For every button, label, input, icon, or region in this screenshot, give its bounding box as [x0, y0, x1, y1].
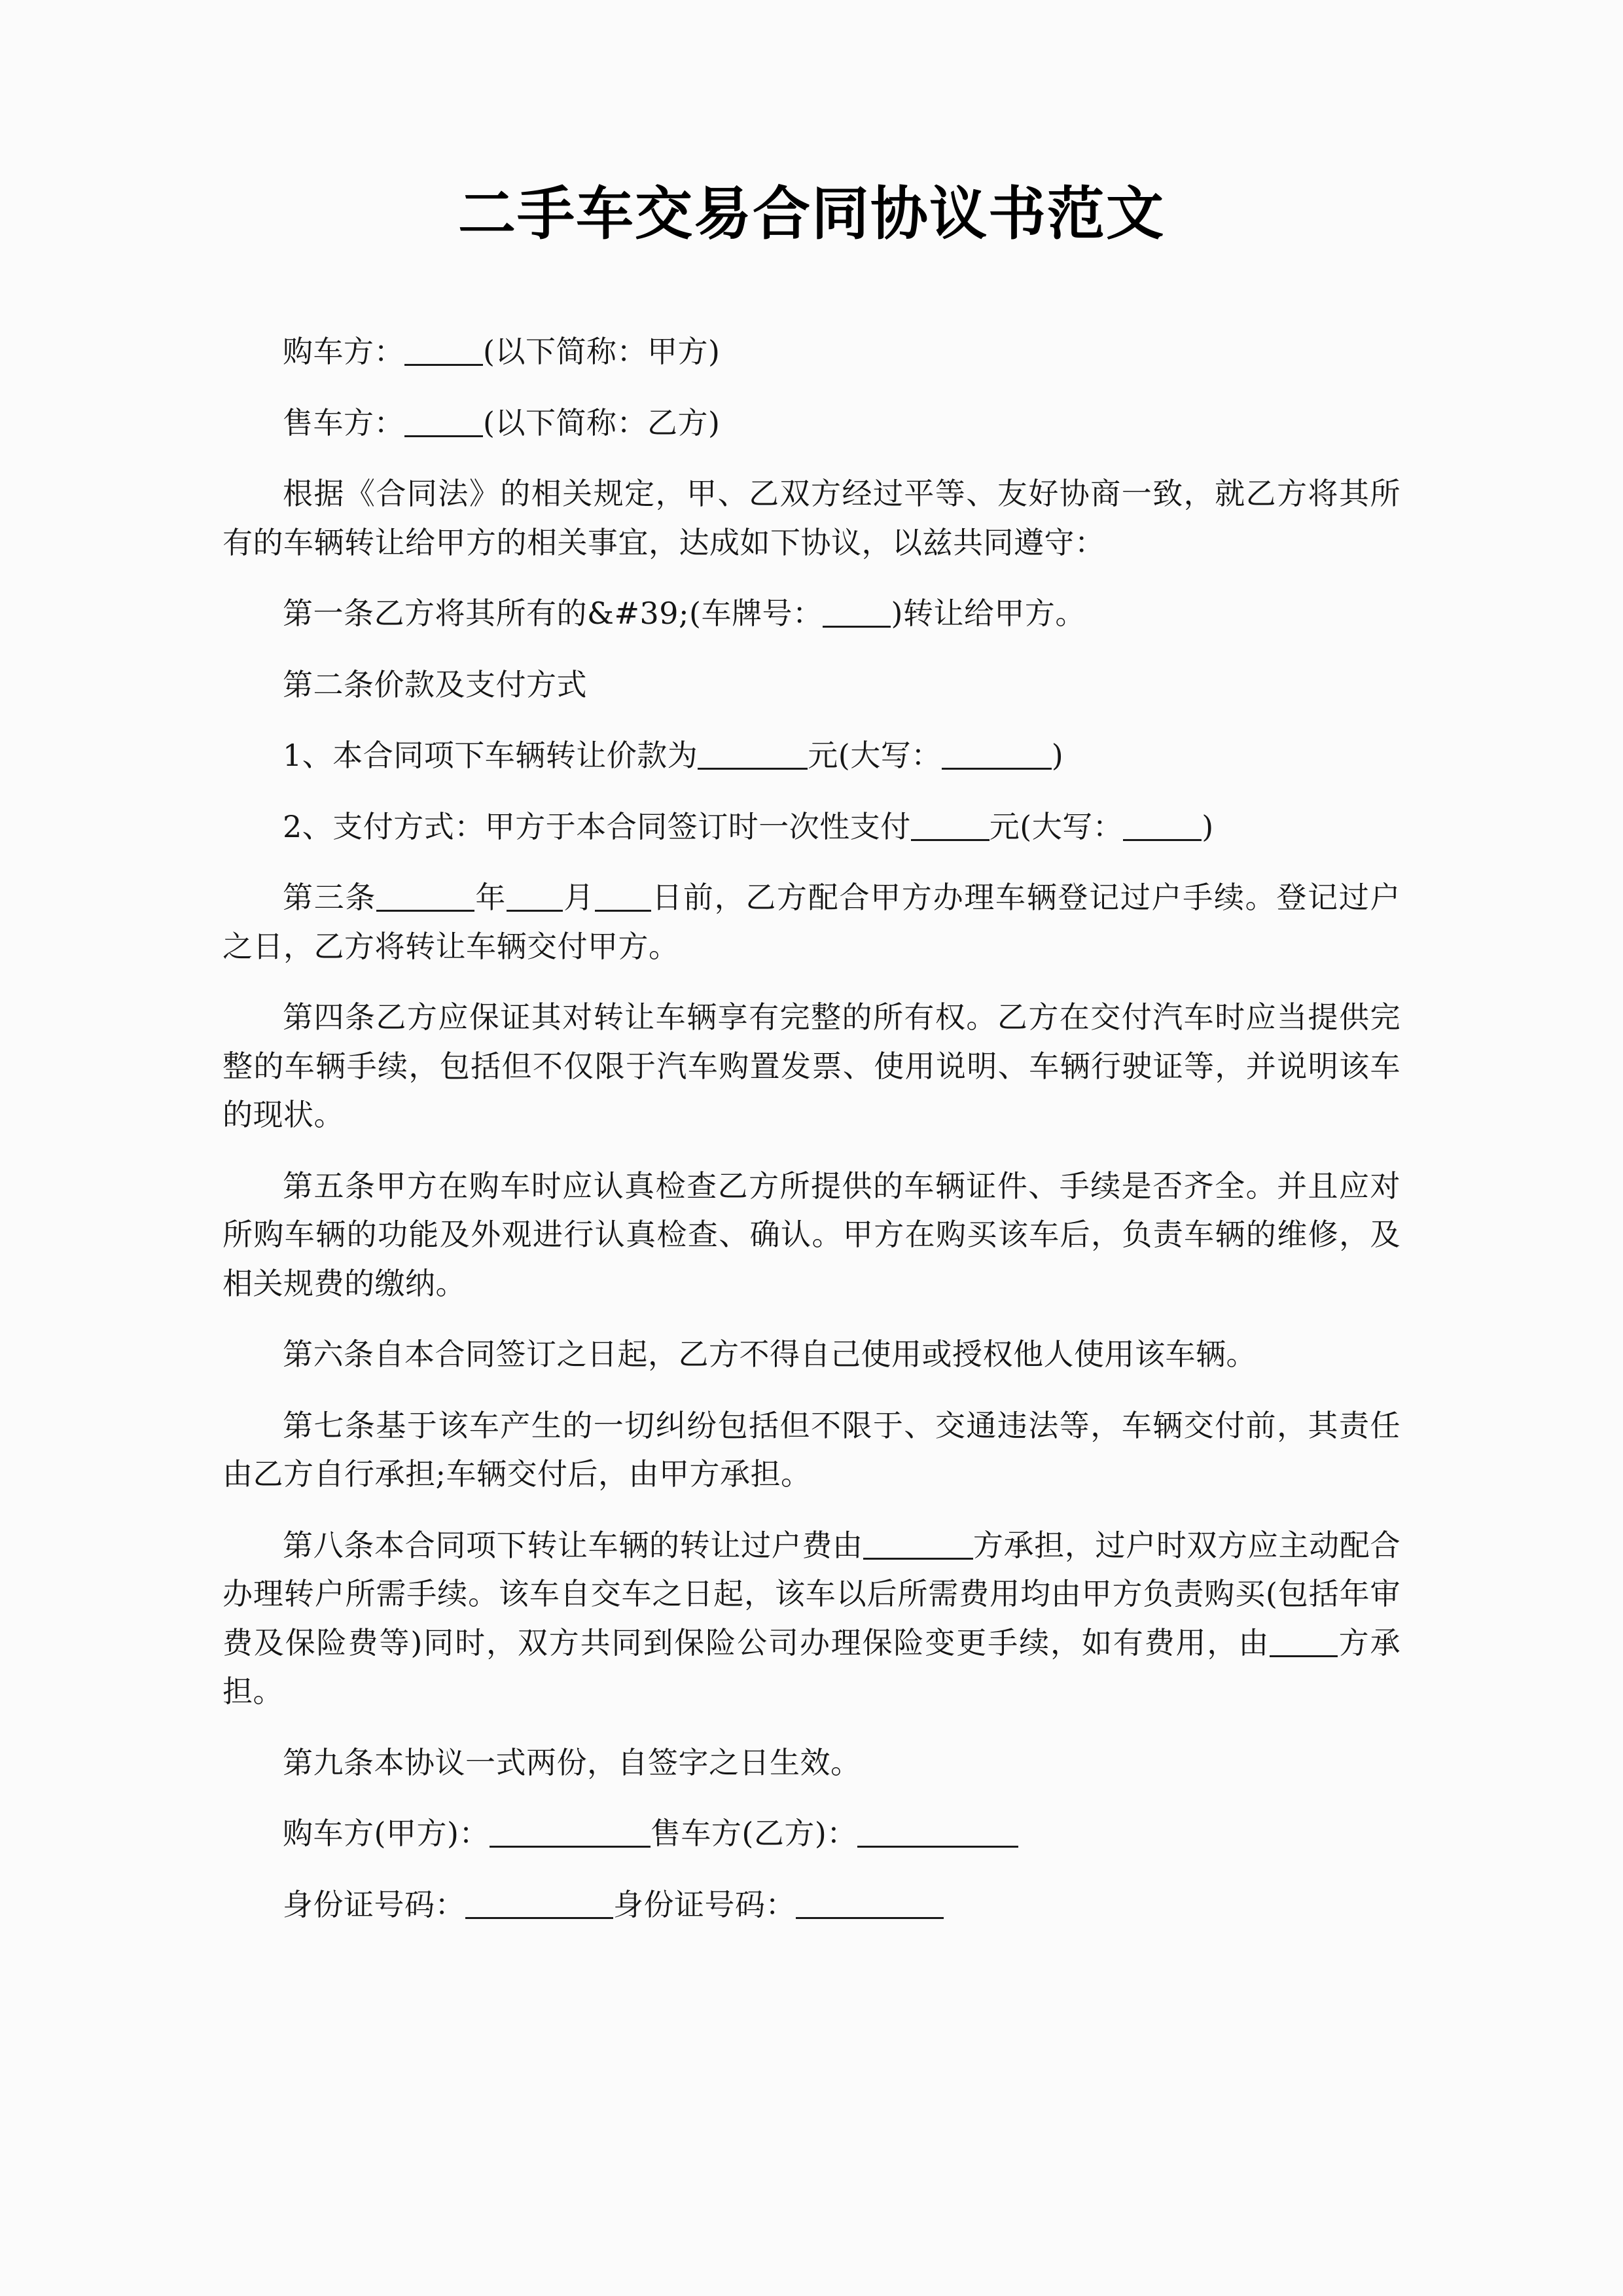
- article-4: 第四条乙方应保证其对转让车辆享有完整的所有权。乙方在交付汽车时应当提供完整的车辆手续，包括但不仅限于汽车购置发票、使用说明、车辆行驶证等，并说明该车的现状。: [223, 999, 1400, 1133]
- signature-buyer-blank[interactable]: [490, 1826, 651, 1848]
- buyer-party-alias: (以下简称：甲方): [483, 334, 721, 369]
- signature-seller-blank[interactable]: [857, 1826, 1018, 1848]
- article-3-rest: 日前，乙方配合甲方办理车辆登记过户手续。登记过户之日，乙方将转让车辆交付甲方。: [223, 880, 1401, 964]
- seller-party-line: [223, 399, 1400, 448]
- article-1: [223, 589, 1400, 638]
- seller-name-blank[interactable]: [404, 416, 483, 437]
- document-content: [223, 0, 1400, 1951]
- id-seller-label: 身份证号码：: [613, 1886, 796, 1922]
- signature-seller-label: 售车方(乙方)：: [650, 1816, 857, 1852]
- article-7: 第七条基于该车产生的一切纠纷包括但不限于、交通违法等，车辆交付前，其责任由乙方自行承担;车辆交付后，由甲方承担。: [223, 1407, 1400, 1492]
- clause-2-2-suffix: ): [1202, 808, 1214, 844]
- document-body: [223, 327, 1400, 1929]
- article-5: 第五条甲方在购车时应认真检查乙方所提供的车辆证件、手续是否齐全。并且应对所购车辆的功能及外观进行认真检查、确认。甲方在购买该车后，负责车辆的维修，及相关规费的缴纳。: [223, 1168, 1400, 1301]
- article-1-suffix: )转让给甲方。: [891, 596, 1086, 632]
- article-1-prefix: 第一条乙方将其所有的&#39;(车牌号：: [283, 596, 823, 632]
- clause-2-1: [223, 731, 1400, 780]
- transfer-day-blank[interactable]: [595, 890, 651, 912]
- transfer-price-words-blank[interactable]: [942, 748, 1052, 770]
- transfer-month-blank[interactable]: [507, 890, 563, 912]
- id-buyer-blank[interactable]: [465, 1897, 613, 1919]
- article-3-year-label: 年: [474, 880, 507, 916]
- id-number-row: [223, 1880, 1400, 1929]
- page-title: 二手车交易合同协议书范文: [457, 180, 1165, 247]
- transfer-fee-payer-blank[interactable]: [863, 1538, 973, 1560]
- article-6: 第六条自本合同签订之日起，乙方不得自己使用或授权他人使用该车辆。: [283, 1336, 1257, 1372]
- seller-party-label: 售车方：: [283, 404, 404, 440]
- buyer-party-line: [223, 327, 1400, 376]
- clause-2-1-prefix: 1、本合同项下车辆转让价款为: [283, 738, 698, 774]
- buyer-name-blank[interactable]: [404, 344, 483, 366]
- clause-2-2-prefix: 2、支付方式：甲方于本合同签订时一次性支付: [283, 808, 911, 844]
- article-8-part1: 第八条本合同项下转让车辆的转让过户费由: [283, 1527, 863, 1563]
- signature-buyer-label: 购车方(甲方)：: [283, 1816, 490, 1852]
- preamble-paragraph: 根据《合同法》的相关规定，甲、乙双方经过平等、友好协商一致，就乙方将其所有的车辆转让给甲方的相关事宜，达成如下协议，以兹共同遵守：: [223, 476, 1400, 560]
- article-3: [223, 873, 1400, 971]
- id-buyer-label: 身份证号码：: [283, 1886, 465, 1922]
- insurance-fee-payer-blank[interactable]: [1270, 1636, 1338, 1657]
- payment-amount-words-blank[interactable]: [1123, 819, 1202, 841]
- clause-2-2-middle: 元(大写：: [989, 808, 1124, 844]
- article-8-part3: 方承担。: [223, 1624, 1400, 1710]
- buyer-party-label: 购车方：: [283, 334, 404, 369]
- article-3-month-label: 月: [563, 880, 595, 916]
- transfer-year-blank[interactable]: [376, 890, 474, 912]
- article-3-prefix: 第三条: [283, 880, 377, 916]
- plate-number-blank[interactable]: [823, 606, 891, 628]
- clause-2-1-middle: 元(大写：: [808, 738, 942, 774]
- id-seller-blank[interactable]: [796, 1897, 944, 1919]
- transfer-price-blank[interactable]: [698, 748, 808, 770]
- article-9: 第九条本协议一式两份，自签字之日生效。: [283, 1744, 861, 1780]
- clause-2-1-suffix: ): [1051, 738, 1064, 774]
- clause-2-2: [223, 802, 1400, 852]
- seller-party-alias: (以下简称：乙方): [483, 404, 721, 440]
- article-8-part2: 方承担，过户时双方应主动配合办理转户所需手续。该车自交车之日起，该车以后所需费用均由甲方负责购买(包括年审费及保险费等)同时，双方共同到保险公司办理保险变更手续，如有费用，由: [223, 1527, 1401, 1660]
- signature-row: [223, 1809, 1400, 1858]
- article-2-heading: 第二条价款及支付方式: [283, 666, 587, 702]
- payment-amount-blank[interactable]: [911, 819, 990, 841]
- article-8: [223, 1521, 1400, 1716]
